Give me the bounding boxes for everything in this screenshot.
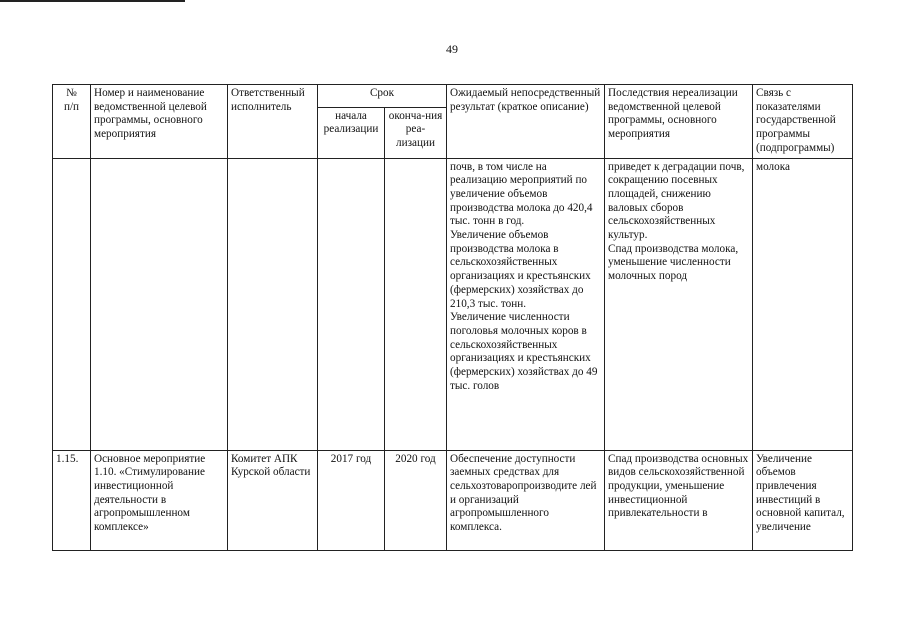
- cell-consequences: приведет к деградации почв, сокращению посевных площадей, снижению валовых сборов сельскохозяйственных культур. Спад производства молока, уменьшение численности молочных пород: [605, 158, 753, 450]
- header-name: Номер и наименование ведомственной целевой программы, основного мероприятия: [91, 85, 228, 159]
- header-link: Связь с показателями государственной программы (подпрограммы): [753, 85, 853, 159]
- header-row: [53, 85, 853, 108]
- program-table: [52, 84, 853, 551]
- cell-link: Увеличение объемов привлечения инвестиций в основной капитал, увеличение: [753, 450, 853, 550]
- page-number: 49: [446, 42, 458, 56]
- cell-link: молока: [753, 158, 853, 450]
- header-consequences: Последствия нереализации ведомственной целевой программы, основного мероприятия: [605, 85, 753, 159]
- cell-executor: Комитет АПК Курской области: [228, 450, 318, 550]
- table-row: [53, 450, 853, 550]
- cell-name: [91, 158, 228, 450]
- cell-end: 2020 год: [385, 450, 447, 550]
- cell-consequences: Спад производства основных видов сельскохозяйственной продукции, уменьшение инвестиционной привлекательности в: [605, 450, 753, 550]
- cell-end: [385, 158, 447, 450]
- table-row: [53, 158, 853, 450]
- cell-executor: [228, 158, 318, 450]
- cell-start: 2017 год: [318, 450, 385, 550]
- header-executor: Ответственный исполнитель: [228, 85, 318, 159]
- cell-name: Основное мероприятие 1.10. «Стимулирование инвестиционной деятельности в агропромышленном комплексе»: [91, 450, 228, 550]
- header-num: № п/п: [53, 85, 91, 159]
- top-border-line: [0, 0, 185, 2]
- header-term-end: оконча-ния реа-лизации: [385, 107, 447, 158]
- cell-num: [53, 158, 91, 450]
- cell-start: [318, 158, 385, 450]
- header-term-start: начала реализации: [318, 107, 385, 158]
- header-result: Ожидаемый непосредственный результат (краткое описание): [447, 85, 605, 159]
- header-term: Срок: [318, 85, 447, 108]
- cell-num: 1.15.: [53, 450, 91, 550]
- cell-result: почв, в том числе на реализацию мероприятий по увеличение объемов производства молока до 420,4 тыс. тонн в год. Увеличение объемов производства молока в сельскохозяйственных организациях и крестьянских (фермерских) хозяйствах до 210,3 тыс. тонн. Увеличение численности поголовья молочных коров в сельскохозяйственных организациях и крестьянских (фермерских) хозяйствах до 49 тыс. голов: [447, 158, 605, 450]
- cell-result: Обеспечение доступности заемных средствах для сельхозтоваропроизводите лей и организаций агропромышленного комплекса.: [447, 450, 605, 550]
